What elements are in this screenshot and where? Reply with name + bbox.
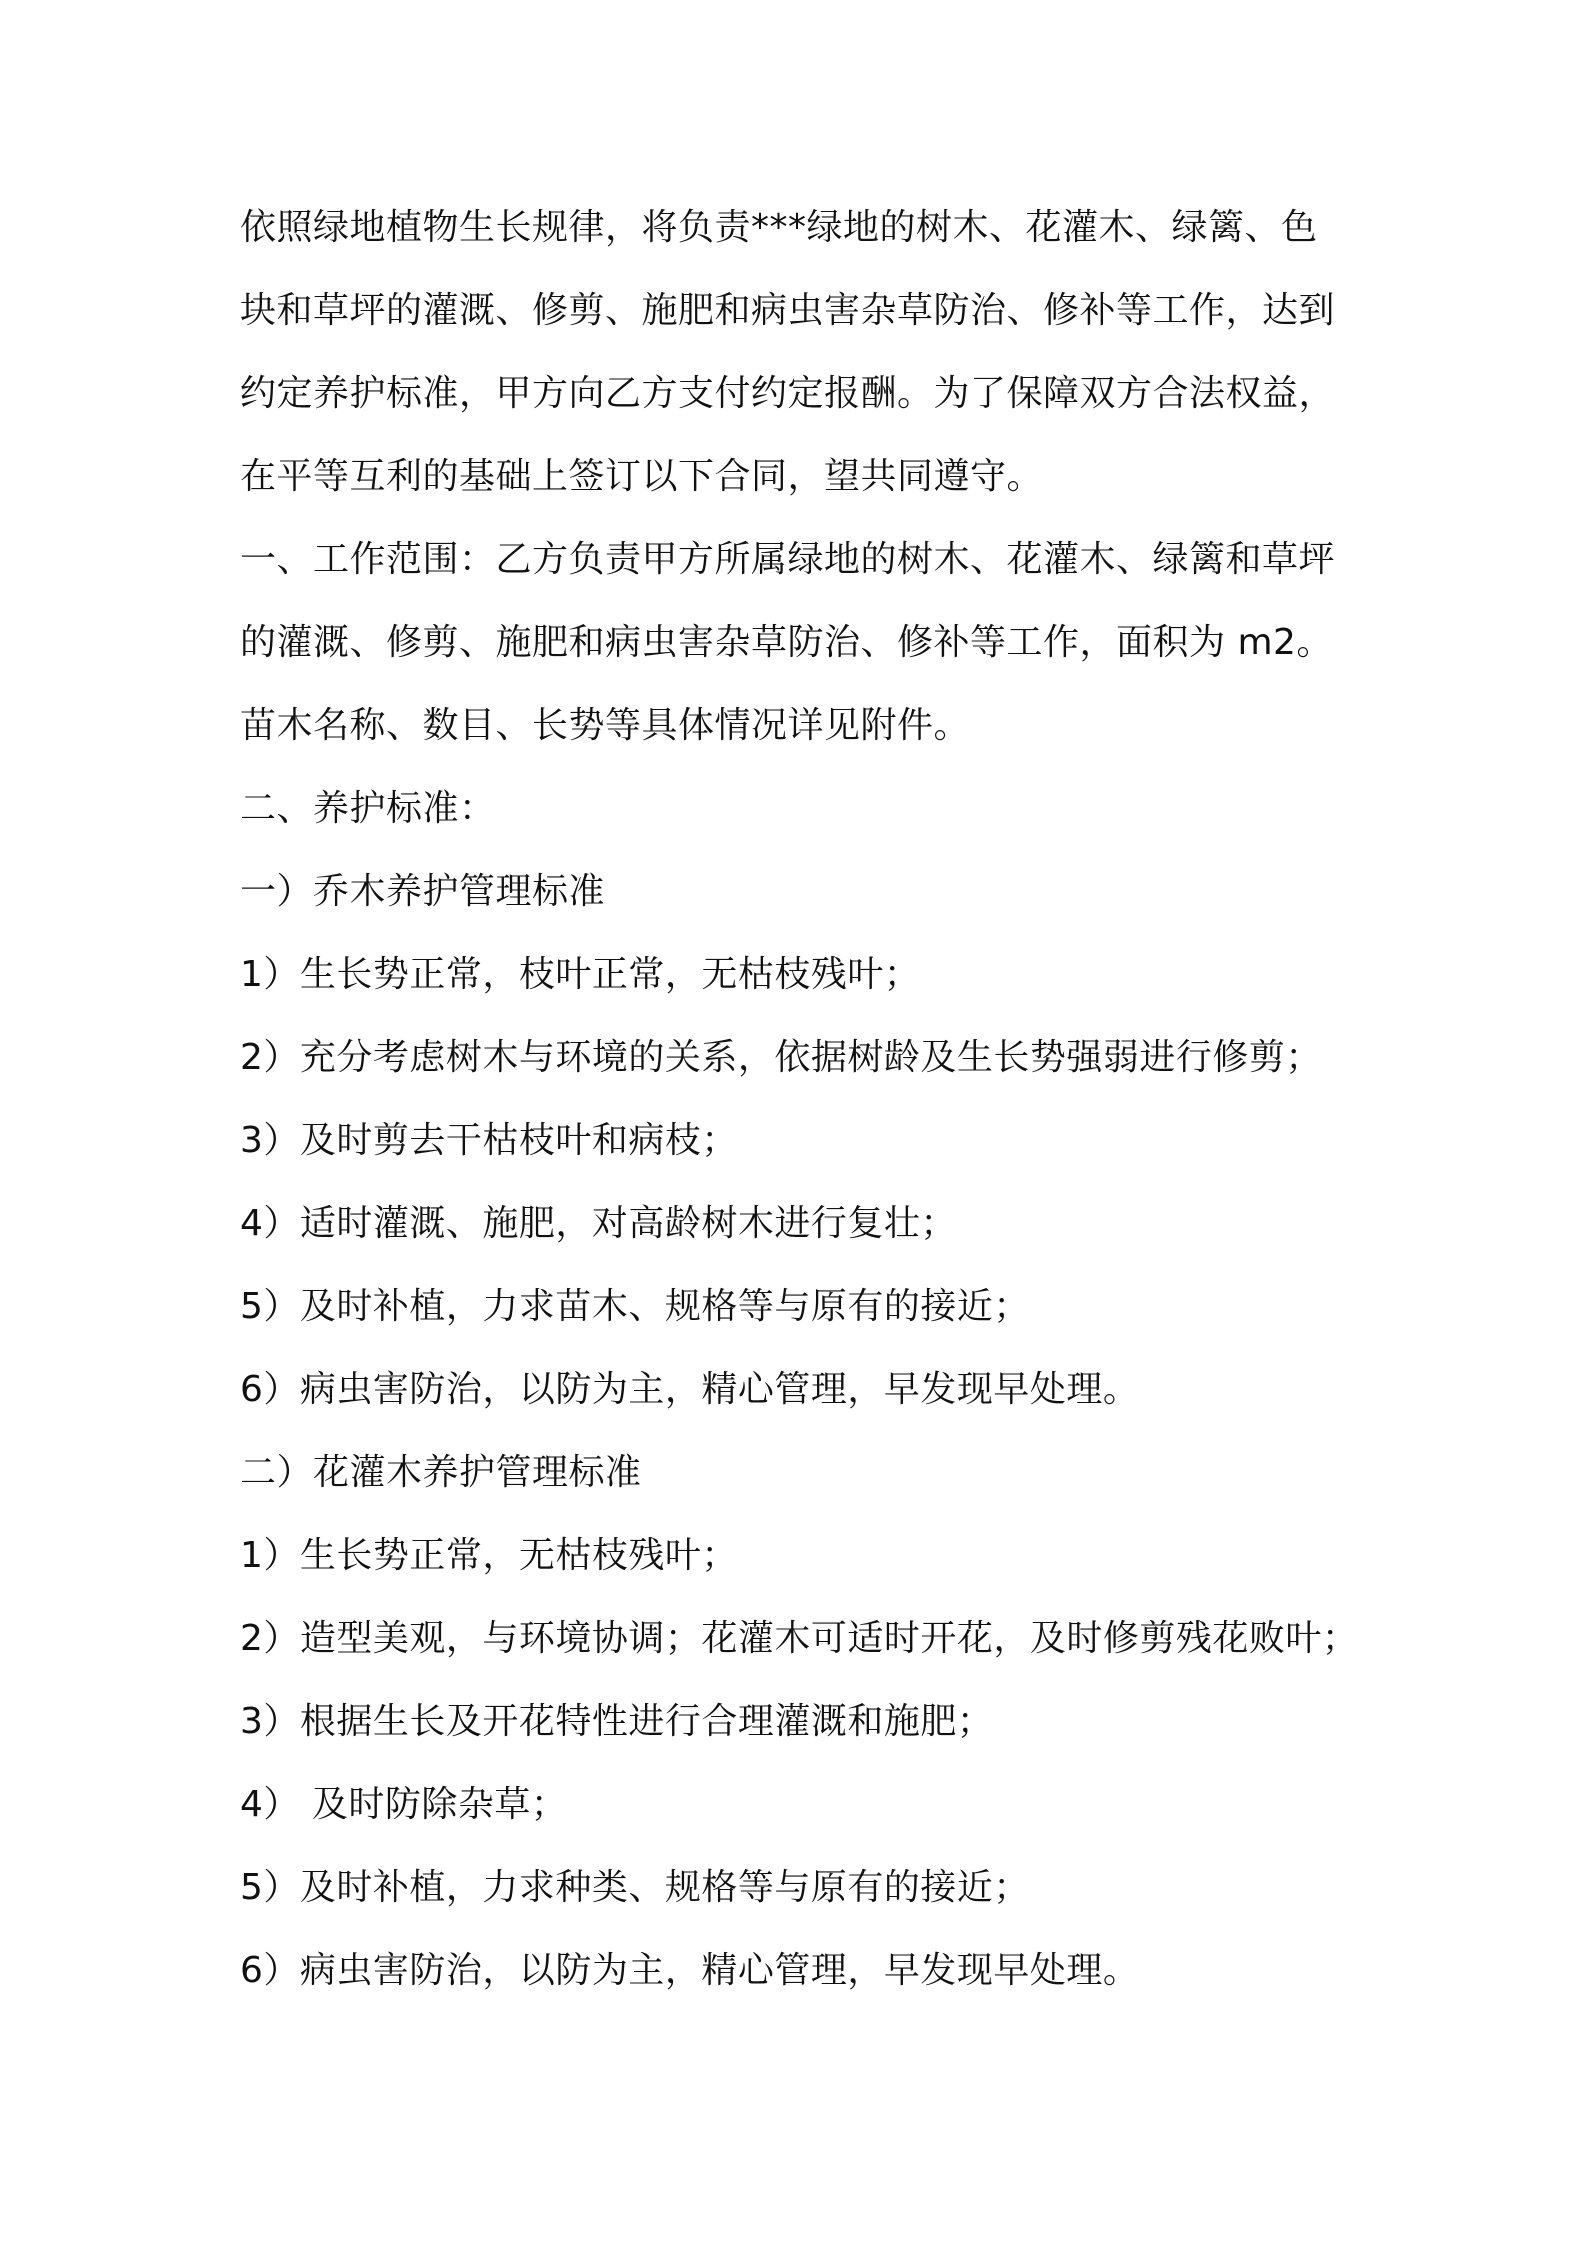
subsection2-heading: 二）花灌木养护管理标准 [240,1452,642,1493]
subsection-shrub-standards [240,1447,1380,2028]
section1-line-3: 苗木名称、数目、长势等具体情况详见附件。 [240,705,971,746]
subsection2-item-4: 4） 及时防除杂草； [240,1784,568,1825]
subsection1-item-2: 2）充分考虑树木与环境的关系，依据树龄及生长势强弱进行修剪； [240,1037,1322,1078]
subsection2-item-6: 6）病虫害防治，以防为主，精心管理，早发现早处理。 [240,1950,1140,1991]
intro-line-4: 在平等互利的基础上签订以下合同，望共同遵守。 [240,456,1044,497]
intro-line-2: 块和草坪的灌溉、修剪、施肥和病虫害杂草防治、修补等工作，达到 [240,290,1336,331]
document-body [240,202,1380,2028]
subsection1-heading: 一）乔木养护管理标准 [240,871,606,912]
subsection2-item-2: 2）造型美观，与环境协调；花灌木可适时开花，及时修剪残花败叶； [240,1618,1359,1659]
subsection1-item-4: 4）适时灌溉、施肥，对高龄树木进行复壮； [240,1203,957,1244]
subsection-tree-standards [240,866,1380,1447]
subsection2-item-5: 5）及时补植，力求种类、规格等与原有的接近； [240,1867,1030,1908]
subsection2-item-1: 1）生长势正常，无枯枝残叶； [240,1535,738,1576]
subsection1-item-5: 5）及时补植，力求苗木、规格等与原有的接近； [240,1286,1030,1327]
intro-line-3: 约定养护标准，甲方向乙方支付约定报酬。为了保障双方合法权益， [240,373,1336,414]
subsection1-item-1: 1）生长势正常，枝叶正常，无枯枝残叶； [240,954,921,995]
subsection1-item-3: 3）及时剪去干枯枝叶和病枝； [240,1120,738,1161]
intro-paragraph [240,202,1380,534]
section2-heading: 二、养护标准： [240,788,496,829]
section1-line-1: 一、工作范围：乙方负责甲方所属绿地的树木、花灌木、绿篱和草坪 [240,539,1336,580]
subsection1-item-6: 6）病虫害防治，以防为主，精心管理，早发现早处理。 [240,1369,1140,1410]
section1-line-2: 的灌溉、修剪、施肥和病虫害杂草防治、修补等工作，面积为 m2。 [240,622,1333,663]
section-work-scope [240,534,1380,783]
intro-line-1: 依照绿地植物生长规律，将负责***绿地的树木、花灌木、绿篱、色 [240,207,1318,248]
subsection2-item-3: 3）根据生长及开花特性进行合理灌溉和施肥； [240,1701,994,1742]
